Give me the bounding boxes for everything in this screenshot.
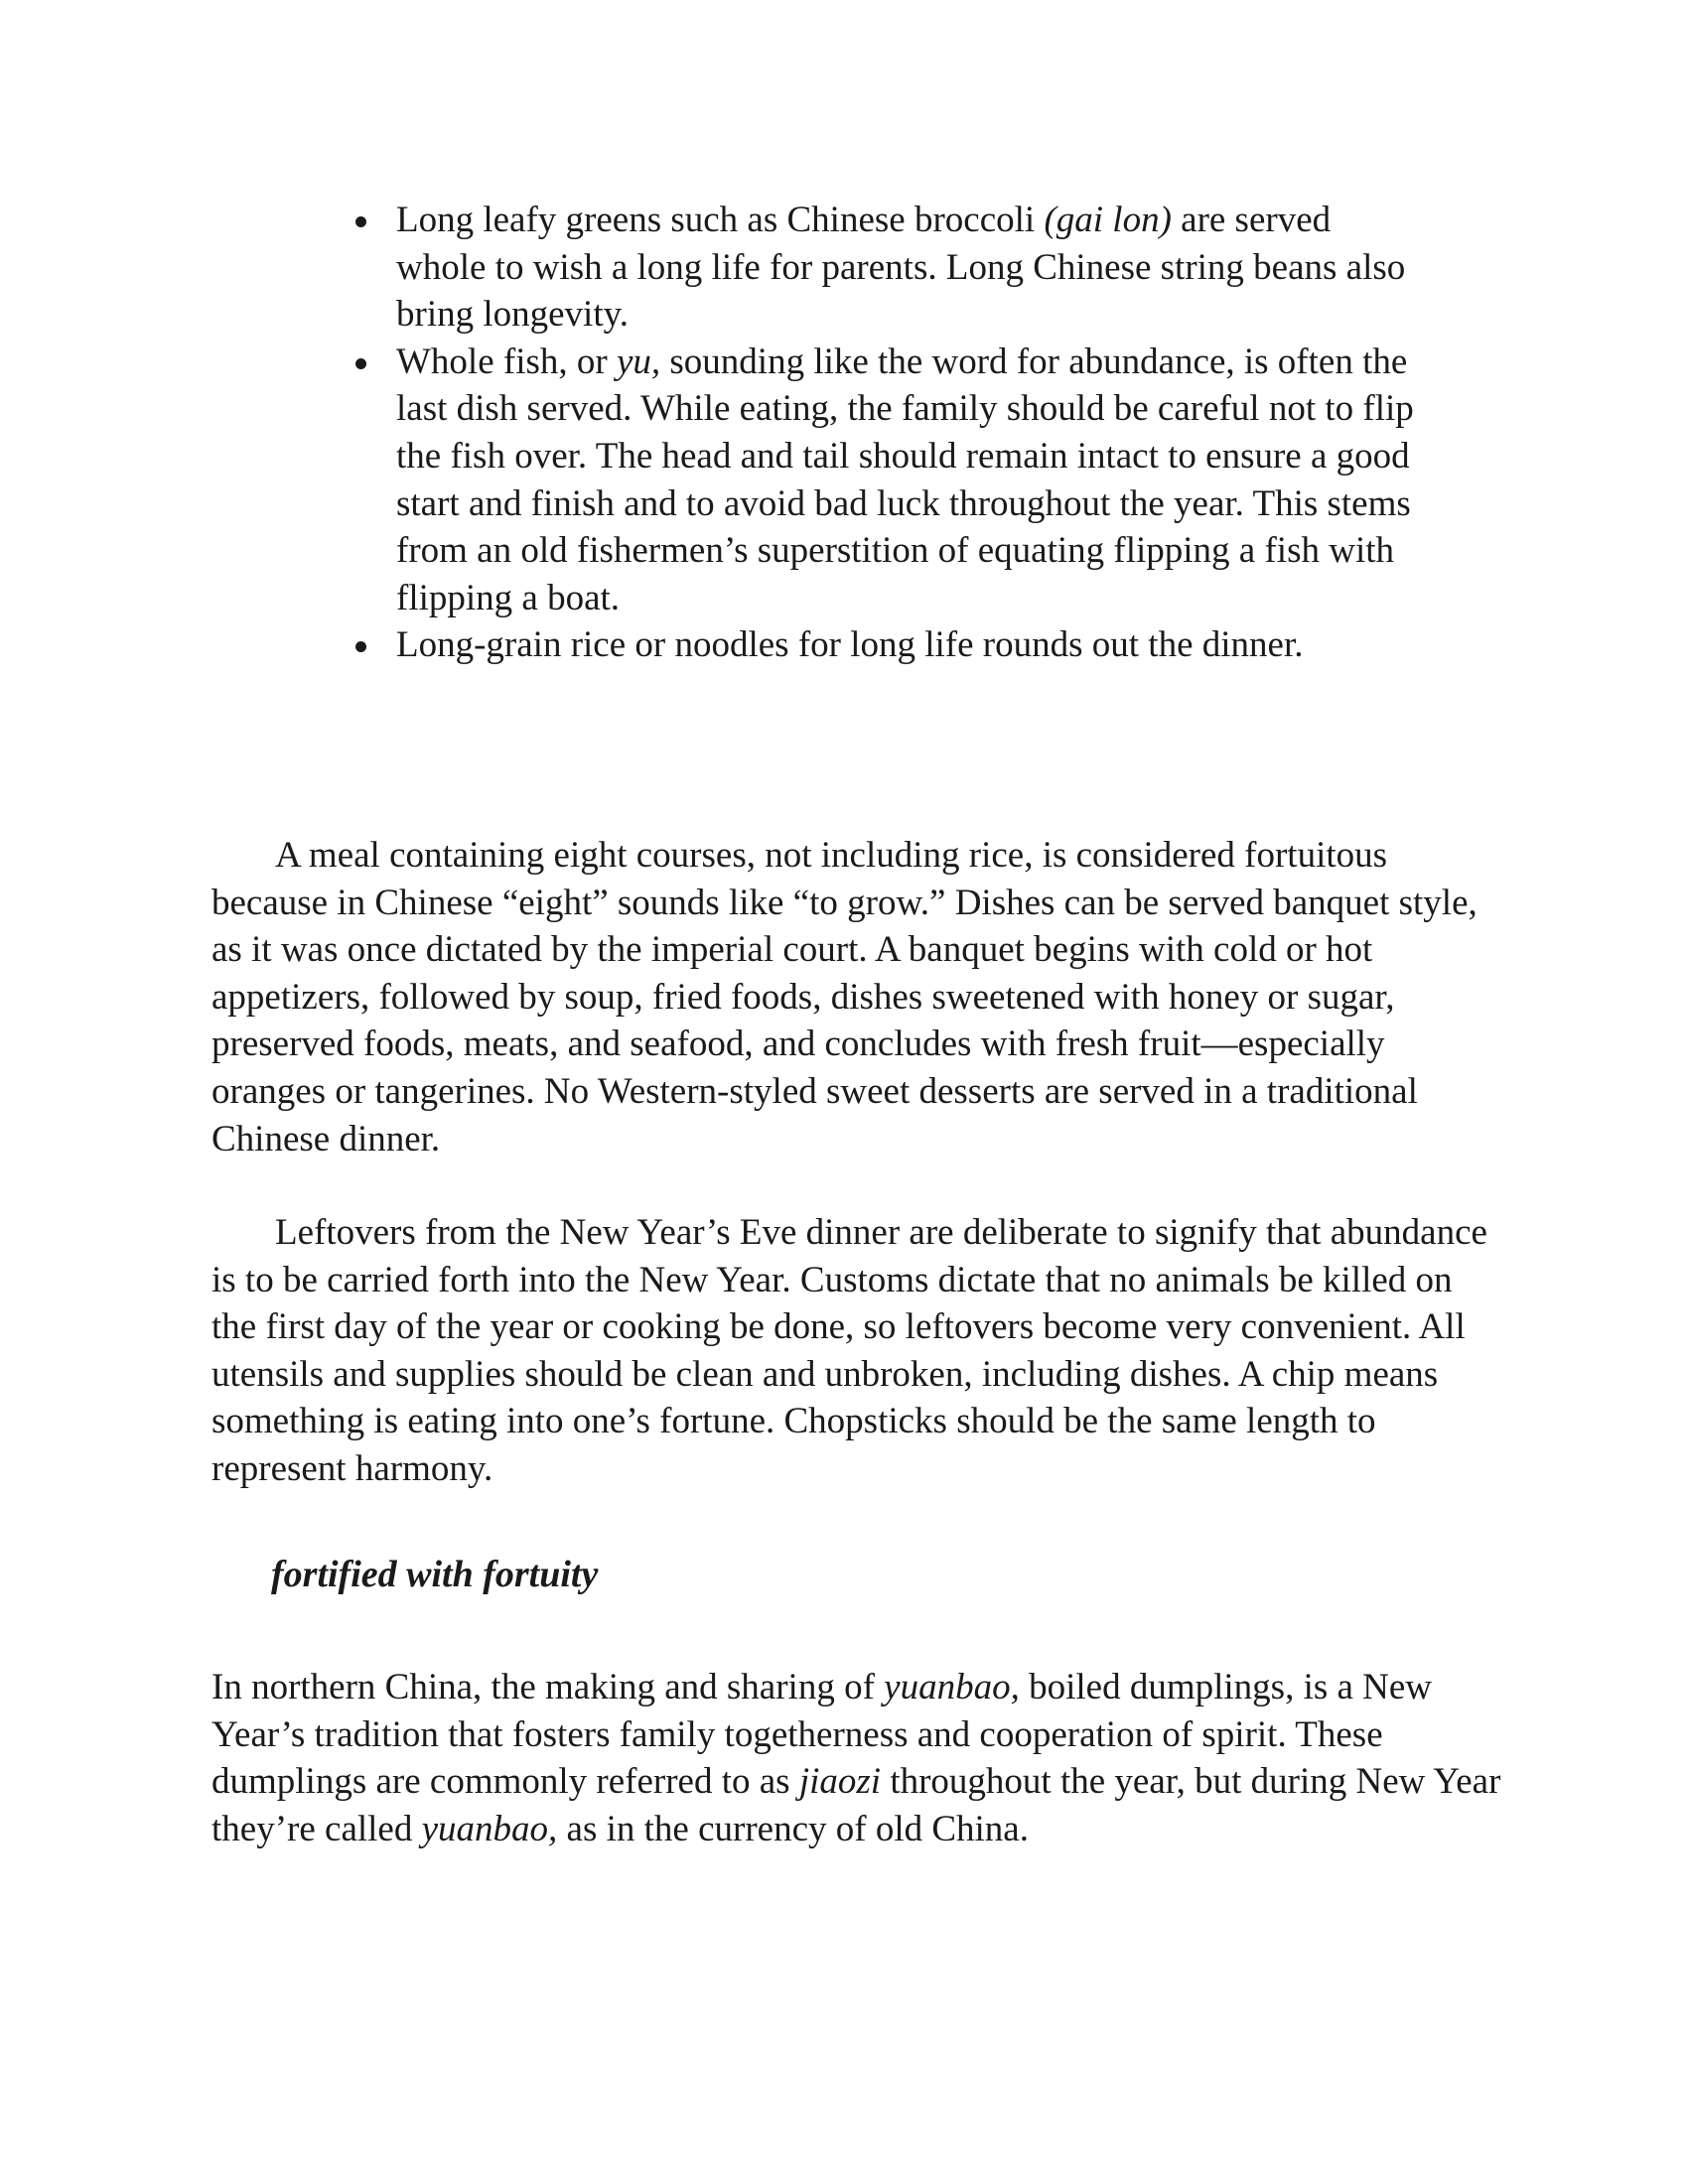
bullet-icon	[355, 358, 366, 369]
paragraph-eight-courses: A meal containing eight courses, not including rice, is considered fortuitous because in Chinese “eight” sounds like “to grow.” Dishes can be served banquet style, as it was once dictated by the imperial court. A banquet begins with cold or hot appetizers, followed by soup, fried foods, dishes sweetened with honey or sugar, preserved foods, meats, and seafood, and concludes with fresh fruit—especially oranges or tangerines. No Western-styled sweet desserts are served in a traditional Chinese dinner.	[211, 835, 1477, 1160]
bullet-text: sounding like the word for abundance, is often the last dish served. While eating, the family should be careful not to flip the fish over. The head and tail should remain intact to ensure a good start and finish and to avoid bad luck throughout the year. This stems from an old fishermen’s superstition of equating flipping a fish with flipping a boat.	[396, 341, 1414, 618]
bullet-emphasis: yu,	[616, 341, 661, 382]
section-heading: fortified with fortuity	[271, 1554, 599, 1595]
list-item	[352, 339, 1425, 622]
list-item	[352, 621, 1425, 669]
paragraph-leftovers: Leftovers from the New Year’s Eve dinner are deliberate to signify that abundance is to be carried forth into the New Year. Customs dictate that no animals be killed on the first day of the year or cooking be done, so leftovers become very convenient. All utensils and supplies should be clean and unbroken, including dishes. A chip means something is eating into one’s fortune. Chopsticks should be the same length to represent harmony.	[211, 1212, 1487, 1489]
bullet-text: are served whole to wish a long life for parents. Long Chinese string beans also bring longevity.	[396, 200, 1406, 336]
bullet-icon	[355, 641, 366, 652]
bullet-list	[352, 197, 1425, 669]
bullet-text: Whole fish, or	[396, 341, 617, 382]
paragraph-yuanbao	[211, 1664, 1502, 1852]
paragraph-text: boiled dumplings, is a New Year’s tradition that fosters family togetherness and cooperation of spirit. These dumplings are commonly referred to as	[211, 1667, 1433, 1803]
bullet-text: Long-grain rice or noodles for long life rounds out the dinner.	[396, 624, 1304, 666]
term-jiaozi: jiaozi	[798, 1761, 882, 1803]
paragraph-text: In northern China, the making and sharing of	[211, 1667, 885, 1707]
paragraph-text: throughout the year, but during New Year they’re called	[211, 1761, 1501, 1849]
paragraph-text: as in the currency of old China.	[557, 1808, 1029, 1849]
term-yuanbao: yuanbao,	[884, 1667, 1020, 1707]
term-yuanbao: yuanbao,	[421, 1808, 558, 1849]
list-item	[352, 197, 1425, 339]
bullet-emphasis: (gai lon)	[1044, 200, 1172, 240]
bullet-text: Long leafy greens such as Chinese broccoli	[396, 200, 1045, 240]
bullet-icon	[355, 216, 366, 227]
